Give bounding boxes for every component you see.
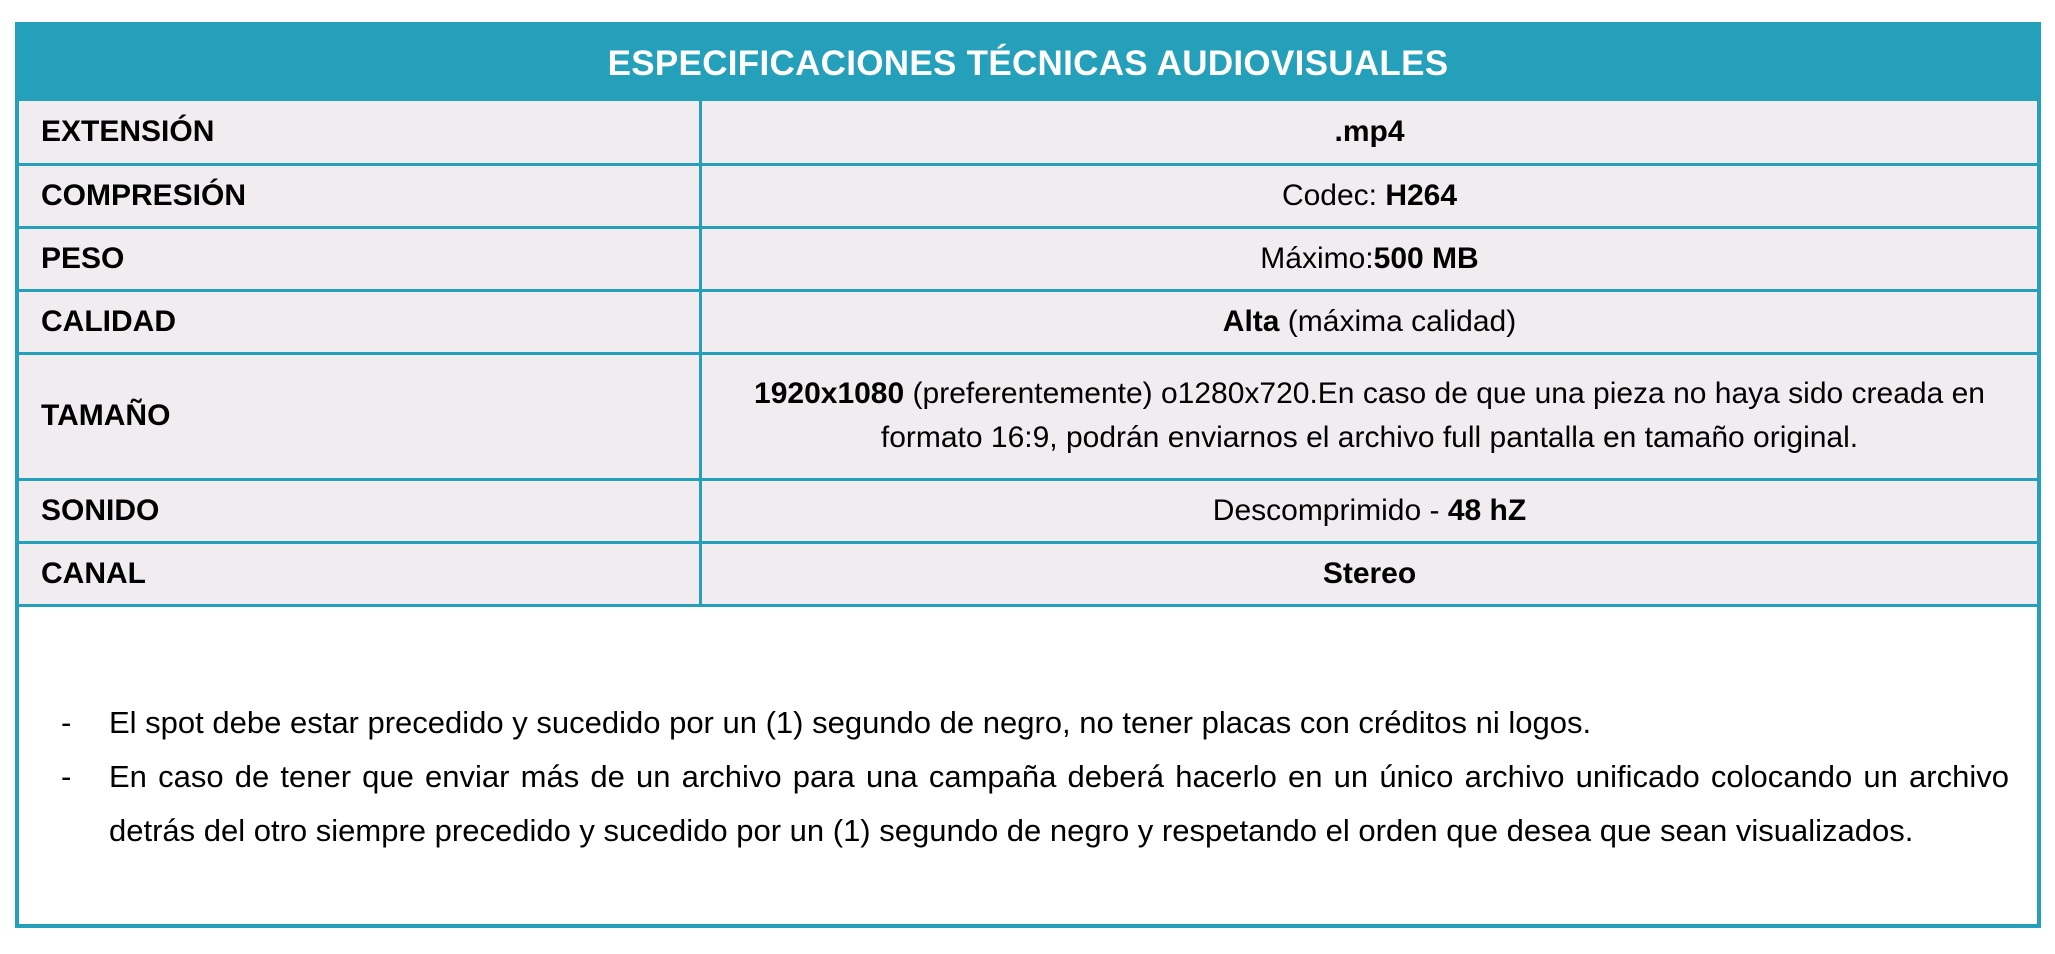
spec-label: EXTENSIÓN	[19, 101, 701, 164]
note-text: El spot debe estar precedido y sucedido por un (1) segundo de negro, no tener placas con créditos ni logos.	[109, 705, 1592, 740]
note-item	[47, 750, 2009, 858]
spec-row-sound	[19, 479, 2037, 542]
spec-sheet	[15, 22, 2041, 928]
spec-value-bold: 48 hZ	[1447, 493, 1527, 527]
spec-value-bold: 1920x1080	[754, 377, 905, 410]
spec-value	[701, 164, 2038, 227]
spec-label: CANAL	[19, 542, 701, 605]
spec-value	[701, 290, 2038, 353]
spec-value-prefix: Descomprimido -	[1212, 493, 1448, 527]
spec-label: CALIDAD	[19, 290, 701, 353]
spec-value	[701, 101, 2038, 164]
spec-value-text: .mp4	[1334, 114, 1405, 148]
spec-row-quality	[19, 290, 2037, 353]
spec-value-mid: (preferentemente) o1280x720.	[904, 377, 1318, 410]
spec-value-suffix: (máxima calidad)	[1279, 304, 1517, 338]
spec-value	[701, 479, 2038, 542]
spec-table	[19, 101, 2037, 607]
spec-value-bold: Alta	[1222, 304, 1280, 338]
spec-value-prefix: Codec:	[1281, 178, 1386, 212]
spec-value-bold: H264	[1385, 178, 1458, 212]
spec-label: SONIDO	[19, 479, 701, 542]
note-item	[47, 696, 2009, 750]
spec-value-rest: En caso de que una pieza no haya sido creada en formato 16:9, podrán enviarnos el archivo full pantalla en tamaño original.	[880, 377, 1985, 454]
spec-row-channel	[19, 542, 2037, 605]
note-dash: -	[61, 705, 72, 740]
spec-title: ESPECIFICACIONES TÉCNICAS AUDIOVISUALES	[19, 26, 2037, 101]
spec-value	[701, 542, 2038, 605]
spec-label: TAMAÑO	[19, 353, 701, 479]
spec-value-bold: 500 MB	[1373, 241, 1479, 275]
spec-value	[701, 227, 2038, 290]
spec-value	[701, 353, 2038, 479]
note-dash: -	[61, 759, 72, 794]
note-text: En caso de tener que enviar más de un archivo para una campaña deberá hacerlo en un único archivo unificado colocando un archivo detrás del otro siempre precedido y sucedido por un (1) segundo de negro y respetando el orden que desea que sean visualizados.	[109, 759, 2009, 848]
spec-label: COMPRESIÓN	[19, 164, 701, 227]
notes-list	[19, 696, 2037, 858]
spec-row-size	[19, 353, 2037, 479]
spec-row-extension	[19, 101, 2037, 164]
spec-value-text: Stereo	[1322, 556, 1417, 590]
spec-row-compression	[19, 164, 2037, 227]
spec-value-prefix: Máximo:	[1260, 241, 1374, 275]
spec-label: PESO	[19, 227, 701, 290]
spec-row-weight	[19, 227, 2037, 290]
